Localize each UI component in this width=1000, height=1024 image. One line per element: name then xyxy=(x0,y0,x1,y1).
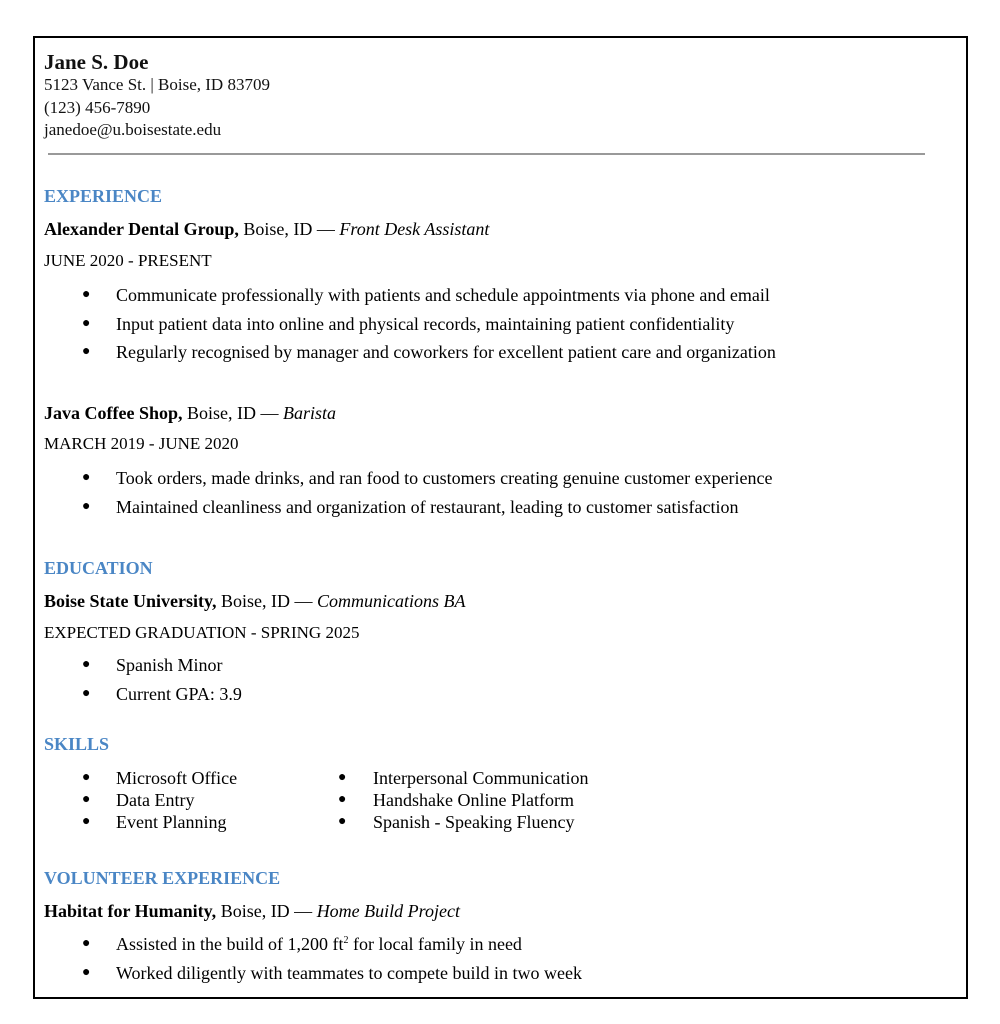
graduation-date: EXPECTED GRADUATION - SPRING 2025 xyxy=(44,623,360,642)
volunteer-org: Habitat for Humanity, xyxy=(44,901,217,921)
job-location: Boise, ID — xyxy=(182,403,283,423)
bullet-icon: ● xyxy=(82,936,91,951)
skills-list-right xyxy=(338,767,588,833)
volunteer-role: Home Build Project xyxy=(316,901,460,921)
header xyxy=(44,50,944,142)
education-bullets xyxy=(0,651,242,708)
bullet-icon: ● xyxy=(82,344,91,359)
job-bullets xyxy=(0,281,776,367)
school-name: Boise State University, xyxy=(44,591,217,611)
list-item: ● Took orders, made drinks, and ran food to customers creating genuine customer experience xyxy=(0,464,773,493)
job-location: Boise, ID — xyxy=(238,219,340,239)
degree: Communications BA xyxy=(317,591,466,611)
job-bullets xyxy=(0,464,773,521)
volunteer-location: Boise, ID — xyxy=(216,901,317,921)
list-item: ● Assisted in the build of 1,200 $ft^2$ for local family in need xyxy=(0,930,582,959)
job-dates: MARCH 2019 - JUNE 2020 xyxy=(44,434,239,453)
volunteer-bullets xyxy=(0,930,582,987)
candidate-name: Jane S. Doe xyxy=(44,50,149,74)
address: 5123 Vance St. | Boise, ID 83709 xyxy=(44,75,270,94)
volunteer-heading: VOLUNTEER EXPERIENCE xyxy=(44,868,281,888)
email-address: janedoe@u.boisestate.edu xyxy=(44,120,222,139)
bullet-icon: ● xyxy=(82,657,91,672)
skills-list-left xyxy=(82,767,237,833)
bullet-icon: ● xyxy=(338,792,347,807)
job-title-line xyxy=(44,402,336,424)
job-role: Barista xyxy=(283,403,337,423)
skills-heading: SKILLS xyxy=(44,734,110,754)
list-item: ● Maintained cleanliness and organization of restaurant, leading to customer satisfaction xyxy=(0,493,773,522)
bullet-icon: ● xyxy=(82,315,91,331)
experience-heading: EXPERIENCE xyxy=(44,186,163,206)
bullet-icon: ● xyxy=(82,287,91,302)
bullet-icon: ● xyxy=(82,470,91,485)
list-item: ● Handshake Online Platform xyxy=(338,790,574,810)
list-item: ● Interpersonal Communication xyxy=(338,768,589,788)
list-item: ● Spanish - Speaking Fluency xyxy=(338,812,575,832)
list-item: ● Microsoft Office xyxy=(82,768,238,788)
bullet-icon: ● xyxy=(82,685,91,701)
job-title-line xyxy=(44,218,489,240)
volunteer-title-line xyxy=(44,900,460,922)
list-item: ● Input patient data into online and physical records, maintaining patient confidentiality xyxy=(0,310,776,339)
list-item: ● Spanish Minor xyxy=(0,651,242,680)
bullet-icon: ● xyxy=(82,770,91,785)
bullet-icon: ● xyxy=(82,498,91,514)
list-item: ● Communicate professionally with patients and schedule appointments via phone and email xyxy=(0,281,776,310)
header-divider xyxy=(48,153,925,155)
list-item: ● Regularly recognised by manager and coworkers for excellent patient care and organization xyxy=(0,338,776,367)
list-item: ● Event Planning xyxy=(82,812,227,832)
bullet-icon: ● xyxy=(82,814,91,829)
employer-name: Alexander Dental Group, xyxy=(44,219,239,239)
bullet-icon: ● xyxy=(338,770,347,785)
school-line xyxy=(44,590,466,612)
education-heading: EDUCATION xyxy=(44,558,153,578)
list-item: ● Data Entry xyxy=(82,790,195,810)
list-item: ● Current GPA: 3.9 xyxy=(0,680,242,709)
employer-name: Java Coffee Shop, xyxy=(44,403,183,423)
job-dates: JUNE 2020 - PRESENT xyxy=(44,251,212,270)
bullet-icon: ● xyxy=(82,792,91,807)
bullet-icon: ● xyxy=(82,964,91,980)
job-role: Front Desk Assistant xyxy=(339,219,490,239)
school-location: Boise, ID — xyxy=(216,591,317,611)
bullet-icon: ● xyxy=(338,814,347,829)
list-item: ● Worked diligently with teammates to compete build in two week xyxy=(0,959,582,988)
phone-number: (123) 456-7890 xyxy=(44,97,151,117)
